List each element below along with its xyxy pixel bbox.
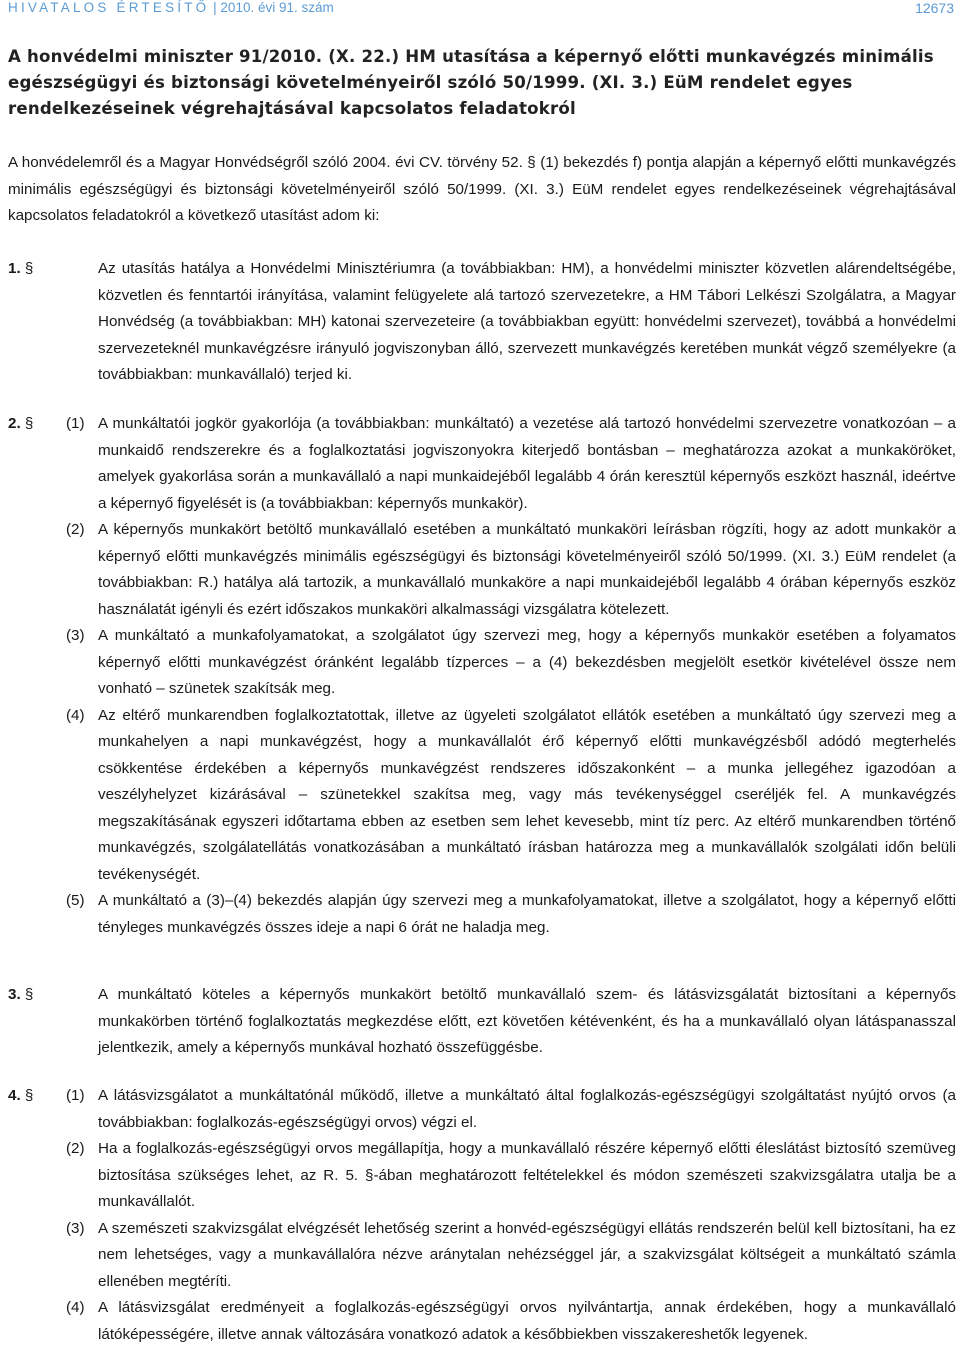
- subsection-text: A látásvizsgálatot a munkáltatónál működő, illetve a munkáltató által foglalkozás-egészségügyi szolgáltatást nyújtó orvos (a továbbiakban: foglalkozás-egészségügyi orvos) végzi el.: [98, 1087, 956, 1131]
- subsection-text: A munkáltató a munkafolyamatokat, a szolgálatot úgy szervezi meg, hogy a képernyős munkakör esetében a folyamatos képernyő előtti munkavégzést óránként legalább tízperces – a (4) bekezdésben megjelölt esetkör kivételével össze nem vonható – szünetek szakítsák meg.: [98, 627, 956, 697]
- subsection-text: Az eltérő munkarendben foglalkoztatottak, illetve az ügyeleti szolgálatot ellátók esetében a munkáltató úgy szervezi meg a munkahelyen a napi munkavégzést, hogy a munkavállalót érő képernyő előtti munkavégzésből adódó megterhelés csökkentése érdekében a képernyős munkavégzést rendszeres időszakonként – a munka jellegéhez igazodóan a veszélyhelyzet kizárásával – szünetekkel szakítsa meg, vagy más tevékenységgel cseréljék fel. A munkavégzés megszakításának egyszeri időtartama ebben az esetben sem lehet kevesebb, mint tíz perc. Az eltérő munkarendben történő munkavégzés, szolgálatellátás vonatkozásában a munkáltató írásban határozza meg a munkavállalók szolgálati időn belüli tevékenységét.: [98, 706, 956, 883]
- journal-name: HIVATALOS ÉRTESÍTŐ: [8, 0, 210, 15]
- subsection-number: (4): [66, 1299, 85, 1316]
- subsection: [8, 1216, 956, 1296]
- subsection-number: (2): [66, 521, 85, 538]
- section-number: 4. §: [8, 1087, 34, 1104]
- issue-label: 2010. évi 91. szám: [220, 0, 334, 15]
- subsection: [8, 1295, 956, 1348]
- section-3: [8, 982, 956, 1062]
- subsection-text: A munkáltató a (3)–(4) bekezdés alapján úgy szervezi meg a munkafolyamatokat, illetve a szolgálatot, hogy a képernyő előtti tényleges munkavégzés összes ideje a napi 6 órát ne haladja meg.: [98, 892, 956, 936]
- running-header: [8, 0, 958, 22]
- subsection-number: (5): [66, 892, 85, 909]
- subsection: [8, 623, 956, 703]
- subsection: [8, 517, 956, 623]
- subsection: [8, 411, 956, 517]
- subsection: [8, 888, 956, 941]
- subsection-number: (3): [66, 627, 85, 644]
- section-text: A munkáltató köteles a képernyős munkakört betöltő munkavállaló szem- és látásvizsgálatát biztosítani a képernyős munkakörben történő foglalkoztatás megkezdése előtt, ezt követően kétévenként, és ha a munkavállaló olyan látáspanasszal jelentkezik, amely a képernyős munkával hozható összefüggésbe.: [98, 986, 956, 1056]
- preamble: A honvédelemről és a Magyar Honvédségről szóló 2004. évi CV. törvény 52. § (1) bekezdés f) pontja alapján a képernyő előtti munkavégzés minimális egészségügyi és biztonsági követelményeiről szóló 50/1999. (XI. 3.) EüM rendelet egyes rendelkezéseinek végrehajtásával kapcsolatos feladatokról a következő utasítást adom ki:: [8, 154, 956, 224]
- section-number: 3. §: [8, 986, 34, 1003]
- subsection-text: A munkáltatói jogkör gyakorlója (a továbbiakban: munkáltató) a vezetése alá tartozó honvédelmi szervezetre vonatkozóan – a munkaidő rendszerekre és a foglalkoztatási jogviszonyokra kiterjedő bontásban – meghatározza azokat a munkaköröket, amelyek gyakorlása során a munkavállaló a napi munkaidejéből legalább 4 órán keresztül képernyős eszközt használ, ideértve a képernyő figyelését is (a továbbiakban: képernyős munkakör).: [98, 415, 956, 512]
- page-number: 12673: [915, 0, 954, 16]
- section-4: [8, 1083, 956, 1348]
- subsection: [8, 1083, 956, 1136]
- section-text: Az utasítás hatálya a Honvédelmi Minisztériumra (a továbbiakban: HM), a honvédelmi miniszter közvetlen alárendeltségébe, közvetlen és fenntartói irányítása, valamint felügyelete alá tartozó szervezetekre, a HM Tábori Lelkészi Szolgálatra, a Magyar Honvédség (a továbbiakban: MH) katonai szervezeteire (a továbbiakban együtt: honvédelmi szervezet), továbbá a honvédelmi szervezeteknél munkavégzésre irányuló jogviszonyban álló, szervezett munkavégzés keretében munkát végző személyekre (a továbbiakban: munkavállaló) terjed ki.: [98, 260, 956, 383]
- subsection-number: (2): [66, 1140, 85, 1157]
- subsection-text: A képernyős munkakört betöltő munkavállaló esetében a munkáltató munkaköri leírásban rögzíti, hogy az adott munkakör a képernyő előtti munkavégzés minimális egészségügyi és biztonsági követelményeiről szóló 50/1999. (XI. 3.) EüM rendelet (a továbbiakban: R.) hatálya alá tartozik, a munkavállaló munkaköre a napi munkaidejéből legalább 4 órában képernyős eszköz használatát igényli és ezért időszakos munkaköri alkalmassági vizsgálatra kötelezett.: [98, 521, 956, 618]
- subsection-number: (4): [66, 706, 85, 724]
- subsection-number: (1): [66, 415, 85, 432]
- section-number: 2. §: [8, 415, 34, 432]
- subsection-text: Ha a foglalkozás-egészségügyi orvos megállapítja, hogy a munkavállaló részére képernyő előtti éleslátást biztosító szemüveg biztosítása szükséges lehet, az R. 5. §-ában meghatározott feltételekkel és módon szemészeti szakvizsgálatra utalja be a munkavállalót.: [98, 1140, 956, 1210]
- header-divider: |: [213, 0, 221, 15]
- header-left: [8, 0, 334, 15]
- subsection-text: A látásvizsgálat eredményeit a foglalkozás-egészségügyi orvos nyilvántartja, annak érdekében, hogy a munkavállaló látóképességére, illetve annak változására vonatkozó adatok a későbbiekben visszakereshetők legyenek.: [98, 1299, 956, 1343]
- subsection-text: A szemészeti szakvizsgálat elvégzését lehetőség szerint a honvéd-egészségügyi ellátás rendszerén belül kell biztosítani, ha ez nem lehetséges, vagy a munkavállalóra nézve aránytalan nehézséggel jár, a szakvizsgálat költségeit a munkáltató számla ellenében megtéríti.: [98, 1219, 956, 1290]
- section-number: 1. §: [8, 260, 34, 277]
- document-title: A honvédelmi miniszter 91/2010. (X. 22.) HM utasítása a képernyő előtti munkavégzés minimális egészségügyi és biztonsági követelményeiről szóló 50/1999. (XI. 3.) EüM rendelet egyes rendelkezéseinek végrehajtásával kapcsolatos feladatokról: [8, 47, 934, 118]
- subsection-number: (1): [66, 1087, 85, 1104]
- section-1: [8, 256, 956, 389]
- subsection: [8, 703, 956, 889]
- subsection-number: (3): [66, 1219, 85, 1237]
- subsection: [8, 1136, 956, 1216]
- section-2: [8, 411, 956, 941]
